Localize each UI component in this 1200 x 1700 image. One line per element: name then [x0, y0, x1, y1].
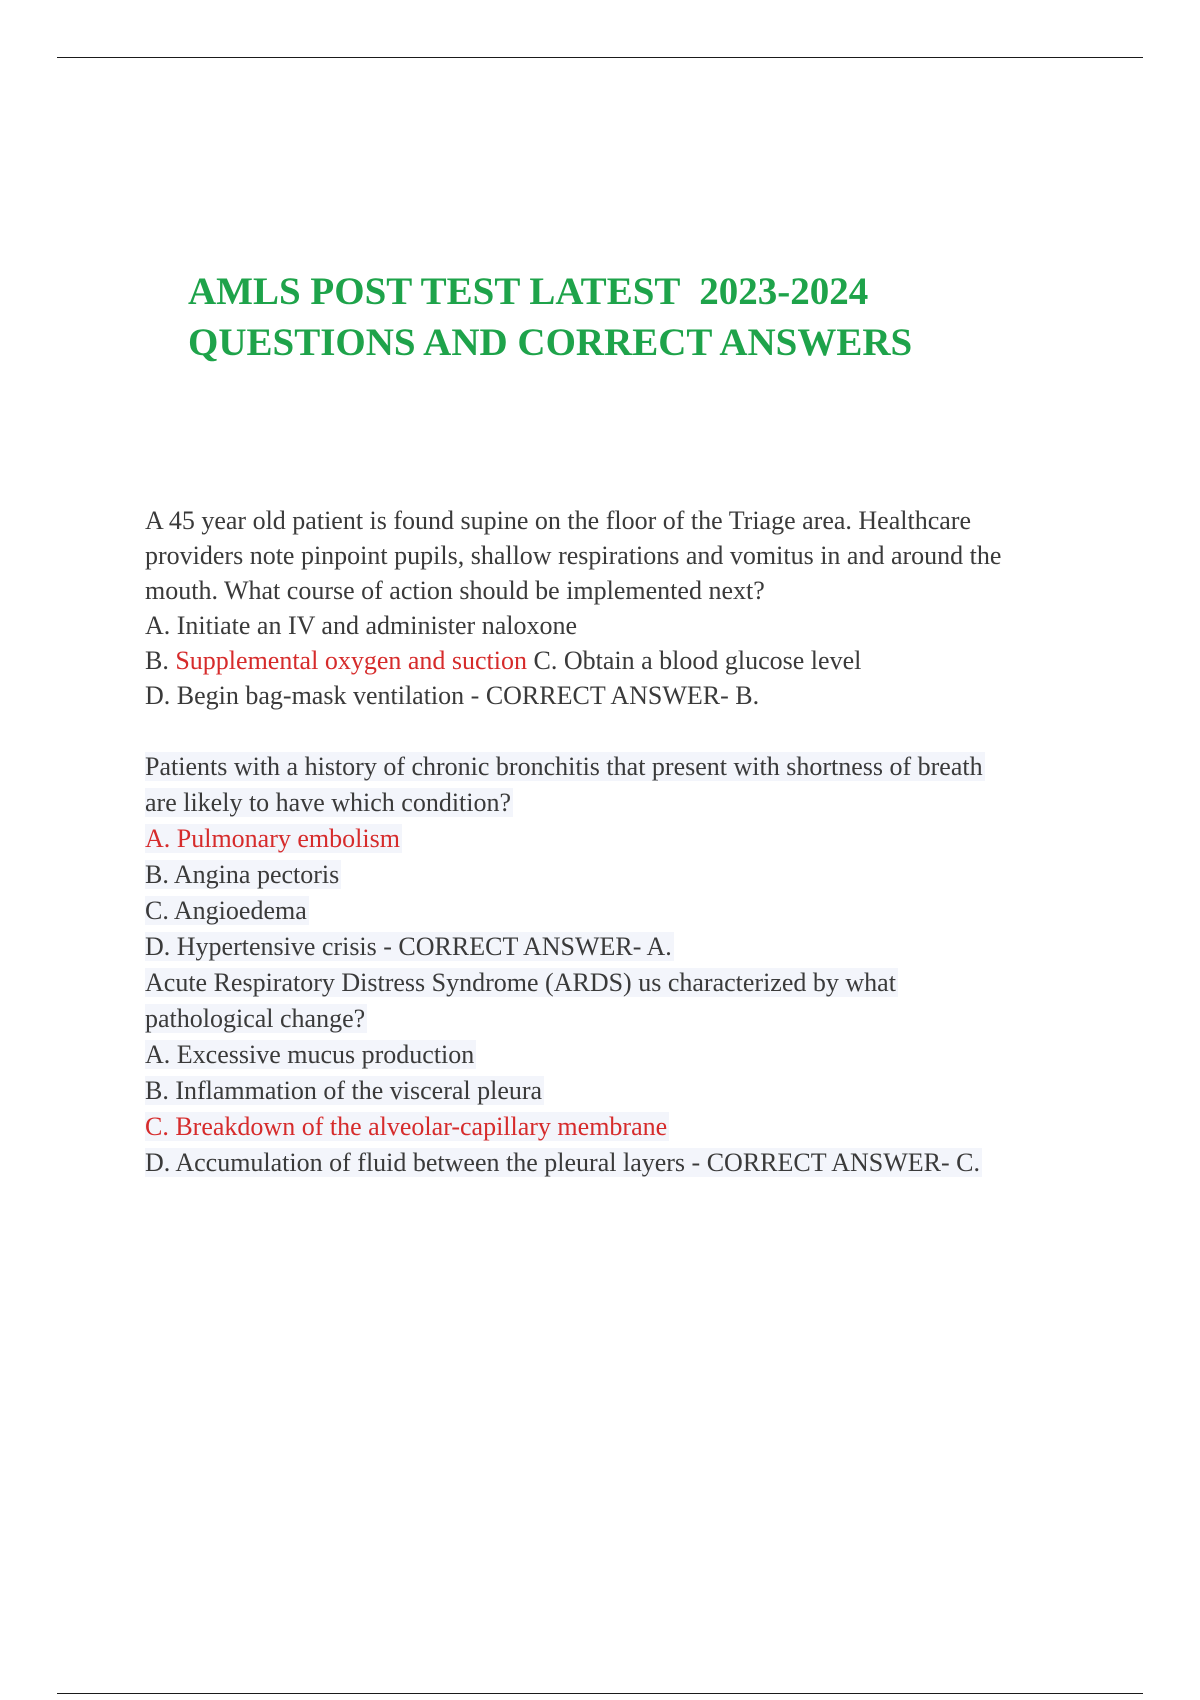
- question-1-stem-line-2: providers note pinpoint pupils, shallow respirations and vomitus in and around the: [145, 541, 1002, 570]
- question-3-stem-line-2: pathological change?: [145, 1004, 366, 1033]
- question-1-option-c: C. Obtain a blood glucose level: [527, 646, 862, 675]
- question-1-stem-line-3: mouth. What course of action should be implemented next?: [145, 576, 765, 605]
- question-3-option-b: B. Inflammation of the visceral pleura: [145, 1076, 543, 1105]
- question-2-option-c: C. Angioedema: [145, 896, 307, 925]
- question-3-stem-line-1: Acute Respiratory Distress Syndrome (ARDS) us characterized by what: [145, 968, 896, 997]
- question-2-option-a-correct: A. Pulmonary embolism: [145, 824, 400, 853]
- question-1-option-b-correct: Supplemental oxygen and suction: [175, 646, 528, 675]
- document-title: [188, 266, 1088, 368]
- question-2-option-d: D. Hypertensive crisis - CORRECT ANSWER- A.: [145, 932, 672, 961]
- question-3-option-c-correct: C. Breakdown of the alveolar-capillary membrane: [145, 1112, 668, 1141]
- question-2-stem-line-1: Patients with a history of chronic bronchitis that present with shortness of breath: [145, 752, 983, 781]
- questions-content: [145, 503, 1105, 1181]
- question-1-options-b-c: [145, 643, 1105, 678]
- bottom-rule: [57, 1693, 1143, 1694]
- question-2-stem-line-2: are likely to have which condition?: [145, 788, 512, 817]
- question-3-option-d: D. Accumulation of fluid between the pleural layers - CORRECT ANSWER- C.: [145, 1148, 980, 1177]
- question-1: [145, 503, 1105, 713]
- question-1-option-a: A. Initiate an IV and administer naloxone: [145, 611, 578, 640]
- top-rule: [57, 57, 1143, 58]
- question-1-stem-line-1: A 45 year old patient is found supine on the floor of the Triage area. Healthcare: [145, 506, 971, 535]
- title-line-2: QUESTIONS AND CORRECT ANSWERS: [188, 321, 913, 364]
- question-3: [145, 965, 1105, 1181]
- question-3-option-a: A. Excessive mucus production: [145, 1040, 475, 1069]
- title-line-1: AMLS POST TEST LATEST 2023-2024: [188, 270, 869, 313]
- question-1-option-d: D. Begin bag-mask ventilation - CORRECT ANSWER- B.: [145, 681, 760, 710]
- question-2-option-b: B. Angina pectoris: [145, 860, 340, 889]
- question-gap: [145, 713, 1105, 749]
- question-2: [145, 749, 1105, 965]
- question-1-option-b-prefix: B.: [145, 646, 176, 675]
